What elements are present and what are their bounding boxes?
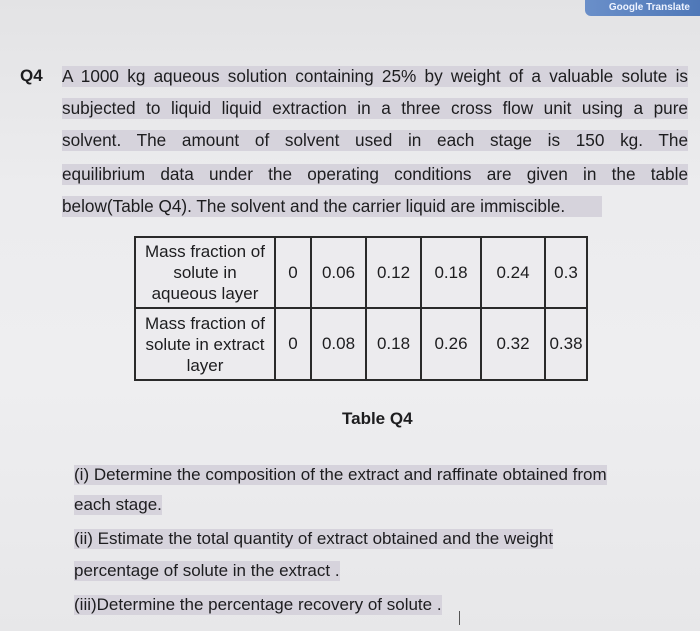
table-cell: 0.24 — [481, 237, 545, 308]
table-cell: 0.18 — [421, 237, 481, 308]
task-line-5: (iii)Determine the percentage recovery of solute . — [74, 595, 442, 614]
table-caption: Table Q4 — [342, 409, 413, 428]
header-line: layer — [186, 355, 224, 375]
table-cell: 0.12 — [366, 237, 421, 308]
table-cell: 0.06 — [311, 237, 366, 308]
table-cell: 0 — [275, 308, 311, 380]
question-line-5: below(Table Q4). The solvent and the carrier liquid are immiscible. — [62, 196, 602, 217]
header-line: Mass fraction of — [145, 313, 265, 333]
task-line-2: each stage. — [74, 495, 162, 514]
header-line: solute in extract — [145, 334, 265, 354]
table-cell: 0.38 — [545, 308, 587, 380]
question-line-4: equilibrium data under the operating conditions are given in the table — [62, 164, 688, 184]
question-line-2: subjected to liquid liquid extraction in a three cross flow unit using a pure — [62, 98, 688, 118]
translate-bar[interactable] — [585, 0, 700, 16]
task-line-4: percentage of solute in the extract . — [74, 561, 340, 580]
table-cell: 0.3 — [545, 237, 587, 308]
row-header-aqueous — [135, 237, 275, 308]
row-header-extract — [135, 308, 275, 380]
question-line-1: A 1000 kg aqueous solution containing 25% by weight of a valuable solute is — [62, 66, 688, 86]
table-cell: 0.08 — [311, 308, 366, 380]
header-line: solute in — [173, 263, 237, 282]
header-line: Mass fraction of — [145, 242, 265, 261]
equilibrium-table — [134, 236, 588, 381]
question-line-3: solvent. The amount of solvent used in each stage is 150 kg. The — [62, 130, 688, 150]
table-cell: 0.26 — [421, 308, 481, 380]
text-cursor-icon — [459, 611, 466, 625]
header-line: aqueous layer — [151, 284, 259, 303]
table-cell: 0.32 — [481, 308, 545, 380]
table-cell: 0 — [275, 237, 311, 308]
translate-bar-label: Google Translate — [608, 2, 690, 13]
question-number: Q4 — [20, 66, 43, 85]
table-cell: 0.18 — [366, 308, 421, 380]
task-line-3: (ii) Estimate the total quantity of extract obtained and the weight — [74, 529, 554, 548]
task-line-1: (i) Determine the composition of the extract and raffinate obtained from — [74, 465, 607, 484]
table-row — [135, 237, 587, 308]
table-row — [135, 308, 587, 380]
